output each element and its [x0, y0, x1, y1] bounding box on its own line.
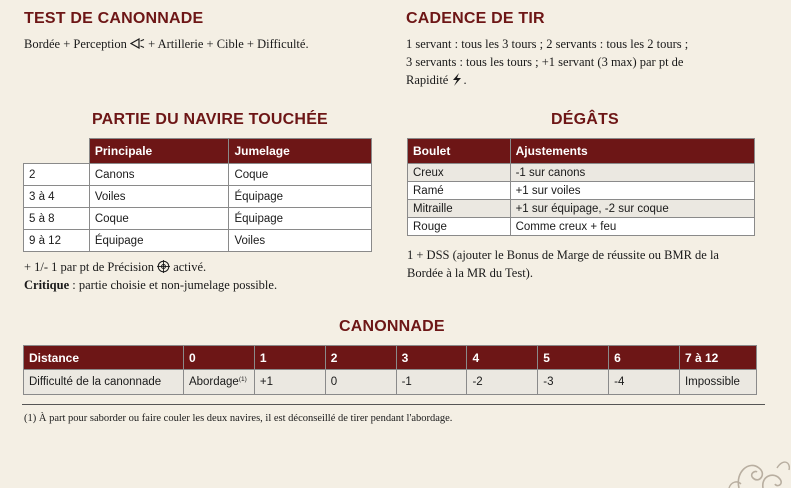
degats-ajustement: +1 sur équipage, -2 sur coque	[510, 200, 754, 218]
flourish-ornament	[719, 428, 791, 488]
canonnade-cell-3: -1	[396, 370, 467, 395]
canonnade-header-0: 0	[183, 346, 254, 370]
table-row	[408, 218, 755, 236]
cadence-line-3-text: Rapidité	[406, 73, 452, 87]
degats-note	[407, 246, 719, 282]
canonnade-cell-0: Abordage$^{(1)}$	[183, 370, 254, 395]
canonnade-header-3: 3	[396, 346, 467, 370]
partie-roll: 5 à 8	[24, 208, 90, 230]
partie-roll: 9 à 12	[24, 230, 90, 252]
table-row	[408, 200, 755, 218]
eye-triangle-icon	[130, 38, 145, 49]
partie-table	[23, 138, 372, 252]
partie-header-row	[24, 139, 372, 164]
cadence-title: CADENCE DE TIR	[406, 10, 545, 27]
degats-ajustement: Comme creux + feu	[510, 218, 754, 236]
degats-boulet: Creux	[408, 164, 511, 182]
partie-roll: 3 à 4	[24, 186, 90, 208]
partie-title: PARTIE DU NAVIRE TOUCHÉE	[92, 111, 328, 128]
canonnade-cell-2: 0	[325, 370, 396, 395]
degats-ajustement: -1 sur canons	[510, 164, 754, 182]
degats-boulet: Ramé	[408, 182, 511, 200]
canonnade-header-row	[24, 346, 757, 370]
degats-header-boulet: Boulet	[408, 139, 511, 164]
degats-note-line-2: Bordée à la MR du Test).	[407, 266, 533, 280]
canonnade-cell-5: -3	[538, 370, 609, 395]
partie-roll: 2	[24, 164, 90, 186]
footnote: (1) À part pour saborder ou faire couler les deux navires, il est déconseillé de tirer pendant l'abordage.	[24, 413, 453, 424]
canonnade-header-4: 4	[467, 346, 538, 370]
cadence-line-1: 1 servant : tous les 3 tours ; 2 servants : tous les 2 tours ;	[406, 37, 689, 51]
canonnade-header-distance: Distance	[24, 346, 184, 370]
table-row	[24, 208, 372, 230]
degats-note-line-1: 1 + DSS (ajouter le Bonus de Marge de réussite ou BMR de la	[407, 248, 719, 262]
table-row	[24, 370, 757, 395]
cadence-line-2: 3 servants : tous les tours ; +1 servant (3 max) par pt de	[406, 55, 684, 69]
degats-header-ajustements: Ajustements	[510, 139, 754, 164]
partie-notes	[24, 258, 277, 294]
canonnade-header-5: 5	[538, 346, 609, 370]
partie-jumelage: Coque	[229, 164, 372, 186]
precision-note-end: activé.	[170, 260, 207, 274]
footnote-divider	[22, 404, 765, 405]
precision-note	[24, 258, 277, 276]
canonnade-header-6: 6	[609, 346, 680, 370]
footnote-marker: (1)	[238, 376, 247, 383]
lightning-icon	[451, 73, 463, 86]
degats-title: DÉGÂTS	[551, 111, 619, 128]
canonnade-cell-6: -4	[609, 370, 680, 395]
table-row	[408, 182, 755, 200]
canonnade-header-7-12: 7 à 12	[679, 346, 756, 370]
test-formula-start: Bordée + Perception	[24, 37, 130, 51]
partie-header-principale: Principale	[89, 139, 229, 164]
degats-header-row	[408, 139, 755, 164]
table-row	[408, 164, 755, 182]
test-canonnade-title: TEST DE CANONNADE	[24, 10, 204, 27]
canonnade-row-label: Difficulté de la canonnade	[24, 370, 184, 395]
cadence-line-3: Rapidité .	[406, 73, 467, 87]
partie-jumelage: Équipage	[229, 186, 372, 208]
table-row	[24, 186, 372, 208]
degats-table	[407, 138, 755, 236]
canonnade-title: CANONNADE	[339, 318, 445, 335]
table-row	[24, 230, 372, 252]
degats-boulet: Mitraille	[408, 200, 511, 218]
canonnade-cell-4: -2	[467, 370, 538, 395]
partie-principale: Voiles	[89, 186, 229, 208]
crosshair-icon	[157, 260, 170, 273]
canonnade-header-1: 1	[254, 346, 325, 370]
precision-note-start: + 1/- 1 par pt de Précision	[24, 260, 158, 274]
partie-jumelage: Voiles	[229, 230, 372, 252]
test-formula-end: + Artillerie + Cible + Difficulté.	[144, 37, 309, 51]
canonnade-cell-1: +1	[254, 370, 325, 395]
canonnade-table	[23, 345, 757, 395]
test-formula	[24, 35, 309, 53]
critique-note	[24, 276, 277, 294]
partie-principale: Canons	[89, 164, 229, 186]
table-row	[24, 164, 372, 186]
partie-header-jumelage: Jumelage	[229, 139, 372, 164]
partie-header-blank	[24, 139, 90, 164]
degats-boulet: Rouge	[408, 218, 511, 236]
degats-ajustement: +1 sur voiles	[510, 182, 754, 200]
partie-principale: Équipage	[89, 230, 229, 252]
partie-jumelage: Équipage	[229, 208, 372, 230]
canonnade-header-2: 2	[325, 346, 396, 370]
partie-principale: Coque	[89, 208, 229, 230]
canonnade-cell-7-12: Impossible	[679, 370, 756, 395]
cadence-text	[406, 35, 688, 89]
critique-text: : partie choisie et non-jumelage possible.	[69, 278, 278, 292]
critique-label: Critique	[24, 278, 70, 292]
